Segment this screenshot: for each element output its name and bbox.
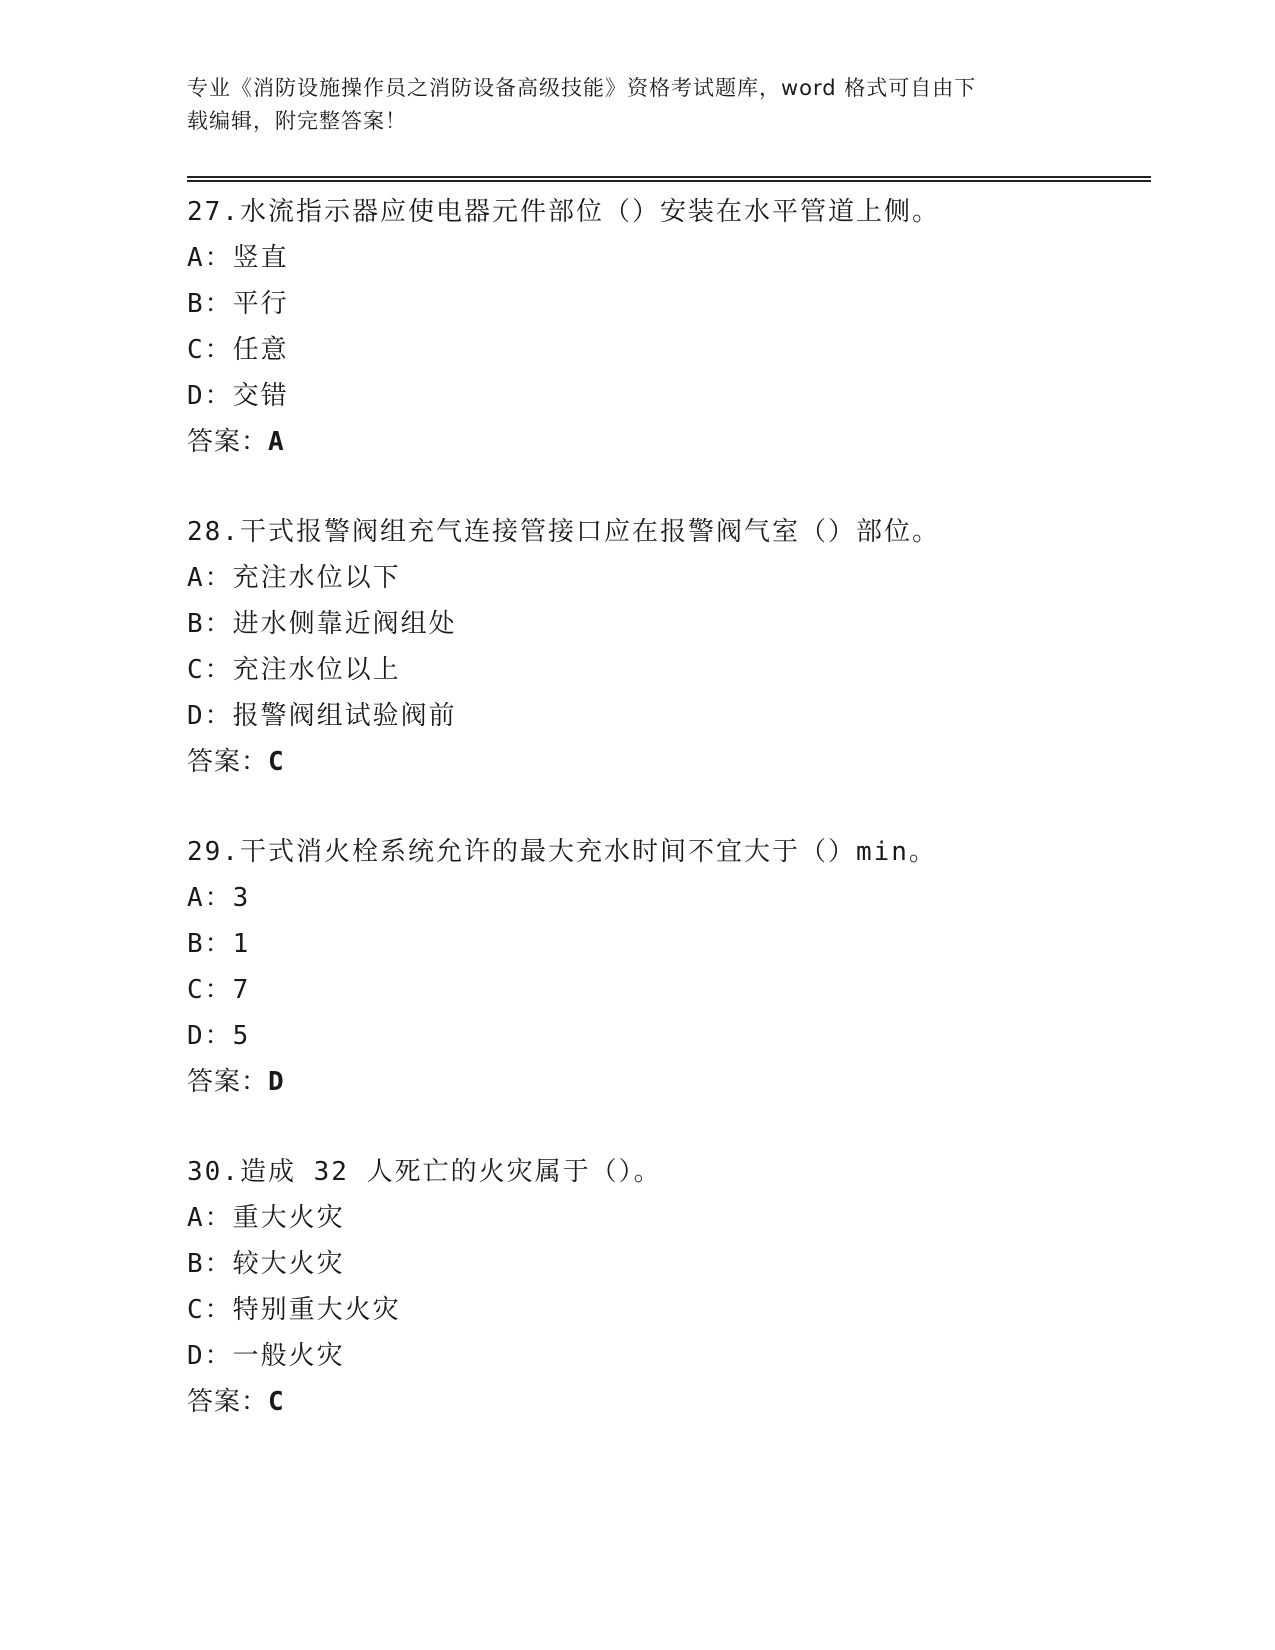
option-a: A：竖直 (187, 243, 289, 273)
option-a: A：3 (187, 883, 251, 913)
option-d: D：5 (187, 1021, 251, 1051)
question-28 (187, 509, 1147, 785)
question-stem: 28.干式报警阀组充气连接管接口应在报警阀气室（）部位。 (187, 517, 940, 547)
question-29 (187, 829, 1147, 1105)
document-header (187, 72, 1067, 138)
question-stem: 30.造成 32 人死亡的火灾属于（）。 (187, 1157, 662, 1187)
option-a: A：重大火灾 (187, 1203, 345, 1233)
header-divider (187, 176, 1151, 182)
option-d: D：报警阀组试验阀前 (187, 701, 457, 731)
question-stem: 27.水流指示器应使电器元件部位（）安装在水平管道上侧。 (187, 197, 940, 227)
answer-line (187, 419, 1147, 465)
option-c: C：特别重大火灾 (187, 1295, 401, 1325)
option-d: D：交错 (187, 381, 289, 411)
option-b: B：1 (187, 929, 251, 959)
option-c: C：充注水位以上 (187, 655, 401, 685)
question-stem: 29.干式消火栓系统允许的最大充水时间不宜大于（）min。 (187, 837, 937, 867)
answer-line (187, 1059, 1147, 1105)
answer-line (187, 1379, 1147, 1425)
answer-value: C (268, 747, 285, 777)
answer-label: 答案： (187, 1067, 269, 1097)
option-a: A：充注水位以下 (187, 563, 401, 593)
option-c: C：7 (187, 975, 251, 1005)
header-line-1: 专业《消防设施操作员之消防设备高级技能》资格考试题库，word 格式可自由下 (187, 76, 977, 100)
answer-value: C (268, 1387, 285, 1417)
header-line-2: 载编辑，附完整答案！ (187, 109, 407, 133)
option-b: B：较大火灾 (187, 1249, 345, 1279)
option-b: B：进水侧靠近阀组处 (187, 609, 457, 639)
answer-label: 答案： (187, 747, 269, 777)
option-b: B：平行 (187, 289, 289, 319)
answer-label: 答案： (187, 1387, 269, 1417)
question-30 (187, 1149, 1147, 1425)
answer-value: D (268, 1067, 285, 1097)
option-c: C：任意 (187, 335, 289, 365)
answer-line (187, 739, 1147, 785)
answer-label: 答案： (187, 427, 269, 457)
question-27 (187, 189, 1147, 465)
option-d: D：一般火灾 (187, 1341, 345, 1371)
answer-value: A (268, 427, 285, 457)
question-list (187, 189, 1147, 1469)
